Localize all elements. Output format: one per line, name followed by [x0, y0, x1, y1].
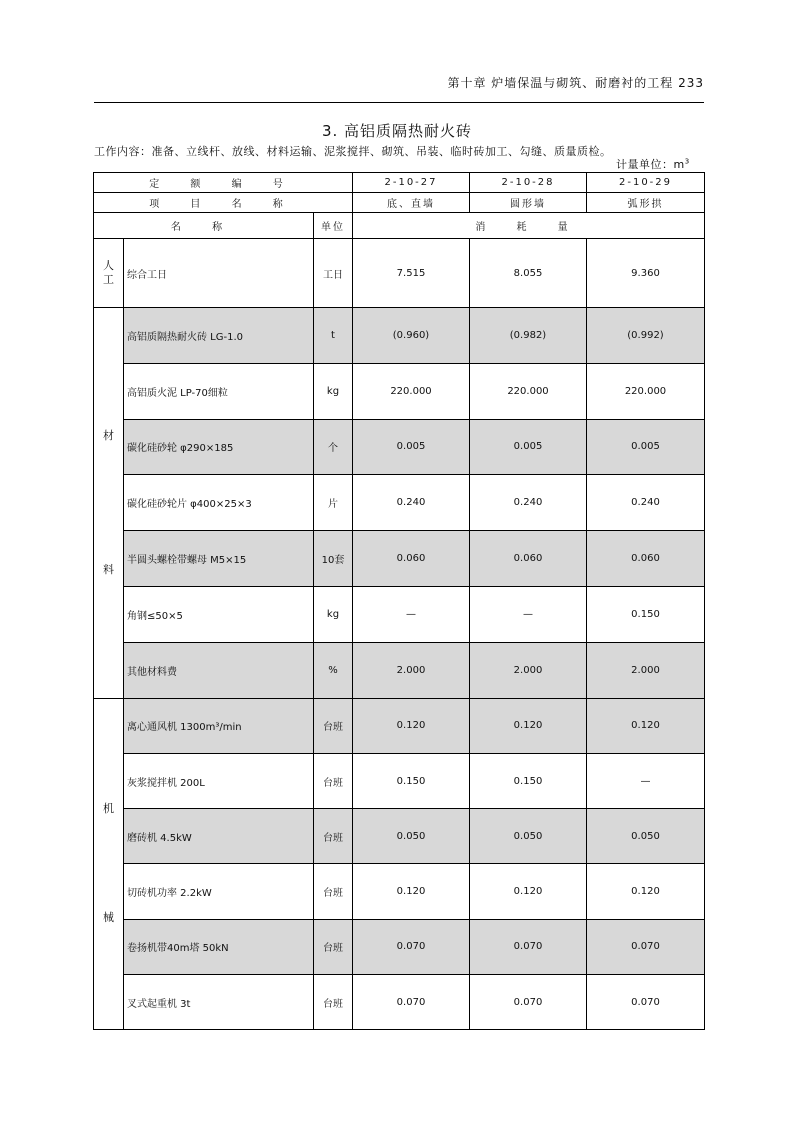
value-cell: — [353, 586, 470, 642]
value-cell: 0.150 [470, 753, 587, 808]
unit-label: 计量单位：$m^3$ [616, 157, 690, 171]
value-cell: 0.070 [353, 919, 470, 974]
table-row [94, 239, 705, 308]
header-row-code [94, 173, 705, 193]
item-name: 综合工日 [124, 239, 314, 308]
item-cell: 底、直墙 [353, 193, 470, 213]
col-name-header: 名 称 [94, 213, 314, 239]
item-name: 高铝质火泥 LP-70细粒 [124, 363, 314, 419]
value-cell: (0.982) [470, 308, 587, 364]
value-cell: 2.000 [353, 642, 470, 698]
value-cell: 0.060 [587, 531, 705, 587]
value-cell: 0.150 [587, 586, 705, 642]
value-cell: 8.055 [470, 239, 587, 308]
value-cell: 0.060 [470, 531, 587, 587]
item-cell: 圆形墙 [470, 193, 587, 213]
table-row [94, 919, 705, 974]
value-cell: — [587, 753, 705, 808]
table-row [94, 642, 705, 698]
value-cell: 0.005 [470, 419, 587, 475]
unit-cell: 个 [314, 419, 353, 475]
value-cell: 0.120 [353, 864, 470, 919]
col-unit-header: 单位 [314, 213, 353, 239]
value-cell: 9.360 [587, 239, 705, 308]
unit-cell: 台班 [314, 919, 353, 974]
table-row [94, 864, 705, 919]
item-name: 卷扬机带40m塔 50kN [124, 919, 314, 974]
value-cell: 0.005 [353, 419, 470, 475]
value-cell: 220.000 [470, 363, 587, 419]
value-cell: 0.120 [587, 698, 705, 753]
item-name: 叉式起重机 3t [124, 975, 314, 1030]
table-row [94, 753, 705, 808]
value-cell: 2.000 [470, 642, 587, 698]
value-cell: 0.240 [587, 475, 705, 531]
table-row [94, 308, 705, 364]
table-row [94, 698, 705, 753]
work-content: 工作内容：准备、立线杆、放线、材料运输、泥浆搅拌、砌筑、吊装、临时砖加工、勾缝、质量质检。 [94, 145, 612, 158]
value-cell: 2.000 [587, 642, 705, 698]
item-name: 高铝质隔热耐火砖 LG-1.0 [124, 308, 314, 364]
value-cell: (0.960) [353, 308, 470, 364]
unit-cell: 台班 [314, 753, 353, 808]
unit-cell: 工日 [314, 239, 353, 308]
category-char: 械 [103, 911, 114, 925]
item-name: 角钢≤50×5 [124, 586, 314, 642]
unit-cell: kg [314, 363, 353, 419]
code-cell: 2-10-28 [470, 173, 587, 193]
item-name: 其他材料费 [124, 642, 314, 698]
quota-code-label: 定 额 编 号 [94, 173, 353, 193]
value-cell: 7.515 [353, 239, 470, 308]
value-cell: 0.070 [470, 919, 587, 974]
table-row [94, 363, 705, 419]
section-title: 3. 高铝质隔热耐火砖 [321, 122, 473, 140]
value-cell: — [470, 586, 587, 642]
unit-cell: 片 [314, 475, 353, 531]
table-row [94, 809, 705, 864]
category-cell [94, 308, 124, 699]
unit-cell: t [314, 308, 353, 364]
category-char: 机 [103, 802, 114, 816]
value-cell: (0.992) [587, 308, 705, 364]
category-cell [94, 239, 124, 308]
value-cell: 0.005 [587, 419, 705, 475]
value-cell: 220.000 [587, 363, 705, 419]
value-cell: 0.240 [470, 475, 587, 531]
item-name: 磨砖机 4.5kW [124, 809, 314, 864]
code-cell: 2-10-29 [587, 173, 705, 193]
code-cell: 2-10-27 [353, 173, 470, 193]
table-row [94, 531, 705, 587]
item-name: 灰浆搅拌机 200L [124, 753, 314, 808]
chapter-heading: 第十章 炉墙保温与砌筑、耐磨衬的工程 233 [447, 76, 704, 90]
item-name: 碳化硅砂轮 φ290×185 [124, 419, 314, 475]
value-cell: 0.070 [587, 919, 705, 974]
value-cell: 0.050 [587, 809, 705, 864]
value-cell: 220.000 [353, 363, 470, 419]
table-row [94, 419, 705, 475]
item-name: 离心通风机 1300m³/min [124, 698, 314, 753]
table-row [94, 475, 705, 531]
value-cell: 0.240 [353, 475, 470, 531]
value-cell: 0.070 [587, 975, 705, 1030]
value-cell: 0.070 [470, 975, 587, 1030]
item-cell: 弧形拱 [587, 193, 705, 213]
col-consume-header: 消 耗 量 [353, 213, 705, 239]
quota-table [93, 172, 705, 1030]
unit-cell: 台班 [314, 864, 353, 919]
item-name: 碳化硅砂轮片 φ400×25×3 [124, 475, 314, 531]
unit-cell: 台班 [314, 975, 353, 1030]
table-row [94, 586, 705, 642]
category-cell [94, 698, 124, 1030]
item-name: 切砖机功率 2.2kW [124, 864, 314, 919]
value-cell: 0.120 [470, 698, 587, 753]
value-cell: 0.150 [353, 753, 470, 808]
item-name-label: 项 目 名 称 [94, 193, 353, 213]
category-label: 人工 [103, 259, 114, 286]
unit-cell: % [314, 642, 353, 698]
unit-cell: 10套 [314, 531, 353, 587]
unit-cell: 台班 [314, 809, 353, 864]
value-cell: 0.060 [353, 531, 470, 587]
unit-cell: kg [314, 586, 353, 642]
value-cell: 0.050 [470, 809, 587, 864]
header-row-columns [94, 213, 705, 239]
value-cell: 0.120 [353, 698, 470, 753]
category-char: 材 [103, 428, 114, 442]
table-row [94, 975, 705, 1030]
value-cell: 0.120 [470, 864, 587, 919]
item-name: 半圆头螺栓带螺母 M5×15 [124, 531, 314, 587]
page-header [94, 74, 704, 103]
category-char: 料 [103, 562, 114, 576]
value-cell: 0.050 [353, 809, 470, 864]
value-cell: 0.120 [587, 864, 705, 919]
unit-cell: 台班 [314, 698, 353, 753]
header-row-item [94, 193, 705, 213]
value-cell: 0.070 [353, 975, 470, 1030]
